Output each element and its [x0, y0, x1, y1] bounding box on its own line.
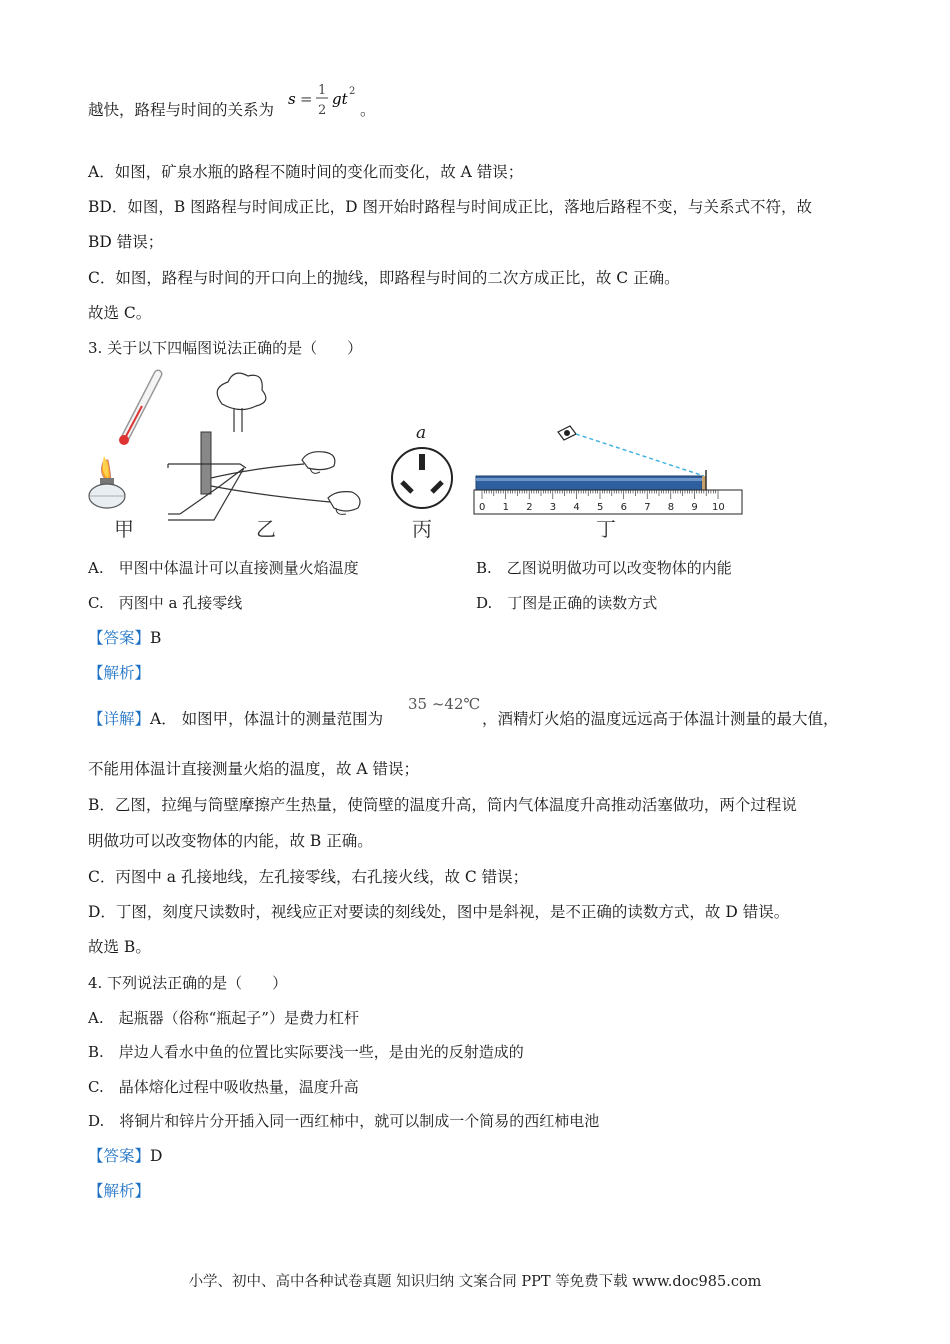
q3-detail-c: C．丙图中 a 孔接地线，左孔接零线，右孔接火线，故 C 错误； — [88, 868, 529, 886]
text-line-suffix — [360, 100, 376, 120]
q4-option-b[interactable]: B. 岸边人看水中鱼的位置比实际要浅一些，是由光的反射造成的 — [88, 1043, 524, 1061]
formula-gt: gt — [332, 90, 348, 108]
question-4-stem: 4. 下列说法正确的是（ ） — [88, 974, 288, 992]
figure-label-ding: 丁 — [596, 517, 616, 541]
ruler-tick-label: 10 — [712, 502, 725, 513]
q4-analysis-tag — [88, 1181, 150, 1201]
formula-s-half-gt2 — [286, 78, 366, 122]
q3-detail-a-line1 — [88, 709, 383, 729]
figure-ding-ruler-pencil — [474, 426, 742, 514]
q3-option-a[interactable]: A. 甲图中体温计可以直接测量火焰温度 — [88, 559, 359, 577]
text: 越快，路程与时间的关系为 — [88, 101, 275, 119]
page-footer: 小学、初中、高中各种试卷真题 知识归纳 文案合同 PPT 等免费下载 www.doc985.com — [188, 1274, 762, 1290]
q4-option-a[interactable]: A. 起瓶器（俗称“瓶起子”）是费力杠杆 — [88, 1009, 359, 1027]
q3-detail-a-suffix: ，酒精灯火焰的温度远远高于体温计测量的最大值， — [482, 710, 839, 728]
ruler-tick-label: 2 — [526, 502, 533, 513]
ruler-tick-label: 7 — [644, 502, 651, 513]
formula-s: s — [288, 90, 296, 108]
q3-option-c[interactable]: C. 丙图中 a 孔接零线 — [88, 594, 243, 612]
figure-jia-thermometer-lamp — [89, 374, 158, 508]
q3-choose: 故选 B。 — [88, 938, 151, 956]
analysis-bd-line-1: BD．如图，B 图路程与时间成正比，D 图开始时路程与时间成正比，落地后路程不变，与关系式不符，故 — [88, 198, 812, 216]
detail-tag: 【详解】 — [88, 710, 151, 728]
ruler-tick-label: 1 — [502, 502, 509, 513]
temperature-range: 35 ~42℃ — [408, 695, 481, 713]
answer-value: B — [150, 629, 162, 647]
q3-detail-b-line2: 明做功可以改变物体的内能，故 B 正确。 — [88, 832, 373, 850]
analysis-c-line: C．如图，路程与时间的开口向上的抛线，即路程与时间的二次方成正比，故 C 正确。 — [88, 269, 680, 287]
q3-answer — [88, 628, 161, 648]
text: 。 — [360, 101, 376, 119]
answer-value: D — [150, 1147, 163, 1165]
text: A． 如图甲，体温计的测量范围为 — [150, 710, 384, 728]
figure-label-bing: 丙 — [412, 517, 432, 541]
figure-yi-friction-tube — [168, 373, 360, 520]
q3-analysis-tag — [88, 663, 150, 683]
figure-bing-socket — [392, 423, 452, 508]
analysis-tag: 【解析】 — [88, 1182, 151, 1200]
ruler-tick-label: 4 — [573, 502, 580, 513]
analysis-a-line: A．如图，矿泉水瓶的路程不随时间的变化而变化，故 A 错误； — [88, 163, 524, 181]
analysis-bd-line-2: BD 错误； — [88, 233, 164, 251]
formula-num: 1 — [318, 83, 327, 98]
ruler-tick-label: 9 — [691, 502, 698, 513]
ruler-tick-label: 0 — [479, 502, 486, 513]
q3-detail-b-line1: B．乙图，拉绳与筒壁摩擦产生热量，使筒壁的温度升高，筒内气体温度升高推动活塞做功，两个过程说 — [88, 796, 797, 814]
q4-answer — [88, 1146, 162, 1166]
analysis-tag: 【解析】 — [88, 664, 151, 682]
q3-option-b[interactable]: B. 乙图说明做功可以改变物体的内能 — [476, 559, 732, 577]
formula-den: 2 — [318, 103, 327, 118]
q3-detail-d: D．丁图，刻度尺读数时，视线应正对要读的刻线处，图中是斜视，是不正确的读数方式，故 D 错误。 — [88, 903, 790, 921]
figure-label-yi: 乙 — [256, 517, 276, 541]
ruler-tick-label: 6 — [620, 502, 627, 513]
answer-tag: 【答案】 — [88, 629, 151, 647]
question-3-stem: 3. 关于以下四幅图说法正确的是（ ） — [88, 339, 363, 357]
q4-option-d[interactable]: D. 将铜片和锌片分开插入同一西红柿中，就可以制成一个简易的西红柿电池 — [88, 1112, 600, 1130]
figure-label-jia: 甲 — [114, 517, 134, 541]
formula-eq: = — [300, 90, 313, 108]
q3-detail-a-line2: 不能用体温计直接测量火焰的温度，故 A 错误； — [88, 760, 420, 778]
q4-option-c[interactable]: C. 晶体熔化过程中吸收热量，温度升高 — [88, 1078, 359, 1096]
q3-option-d[interactable]: D. 丁图是正确的读数方式 — [476, 594, 658, 612]
ruler-tick-label: 3 — [549, 502, 557, 513]
ruler-tick-label: 5 — [597, 502, 604, 513]
formula-exp: 2 — [349, 86, 356, 97]
text-line-formula — [88, 100, 274, 120]
answer-tag: 【答案】 — [88, 1147, 151, 1165]
choose-c-line: 故选 C。 — [88, 304, 152, 322]
ruler-tick-label: 8 — [667, 502, 675, 513]
question-3-figures — [84, 368, 764, 548]
socket-label-a: a — [416, 423, 427, 443]
